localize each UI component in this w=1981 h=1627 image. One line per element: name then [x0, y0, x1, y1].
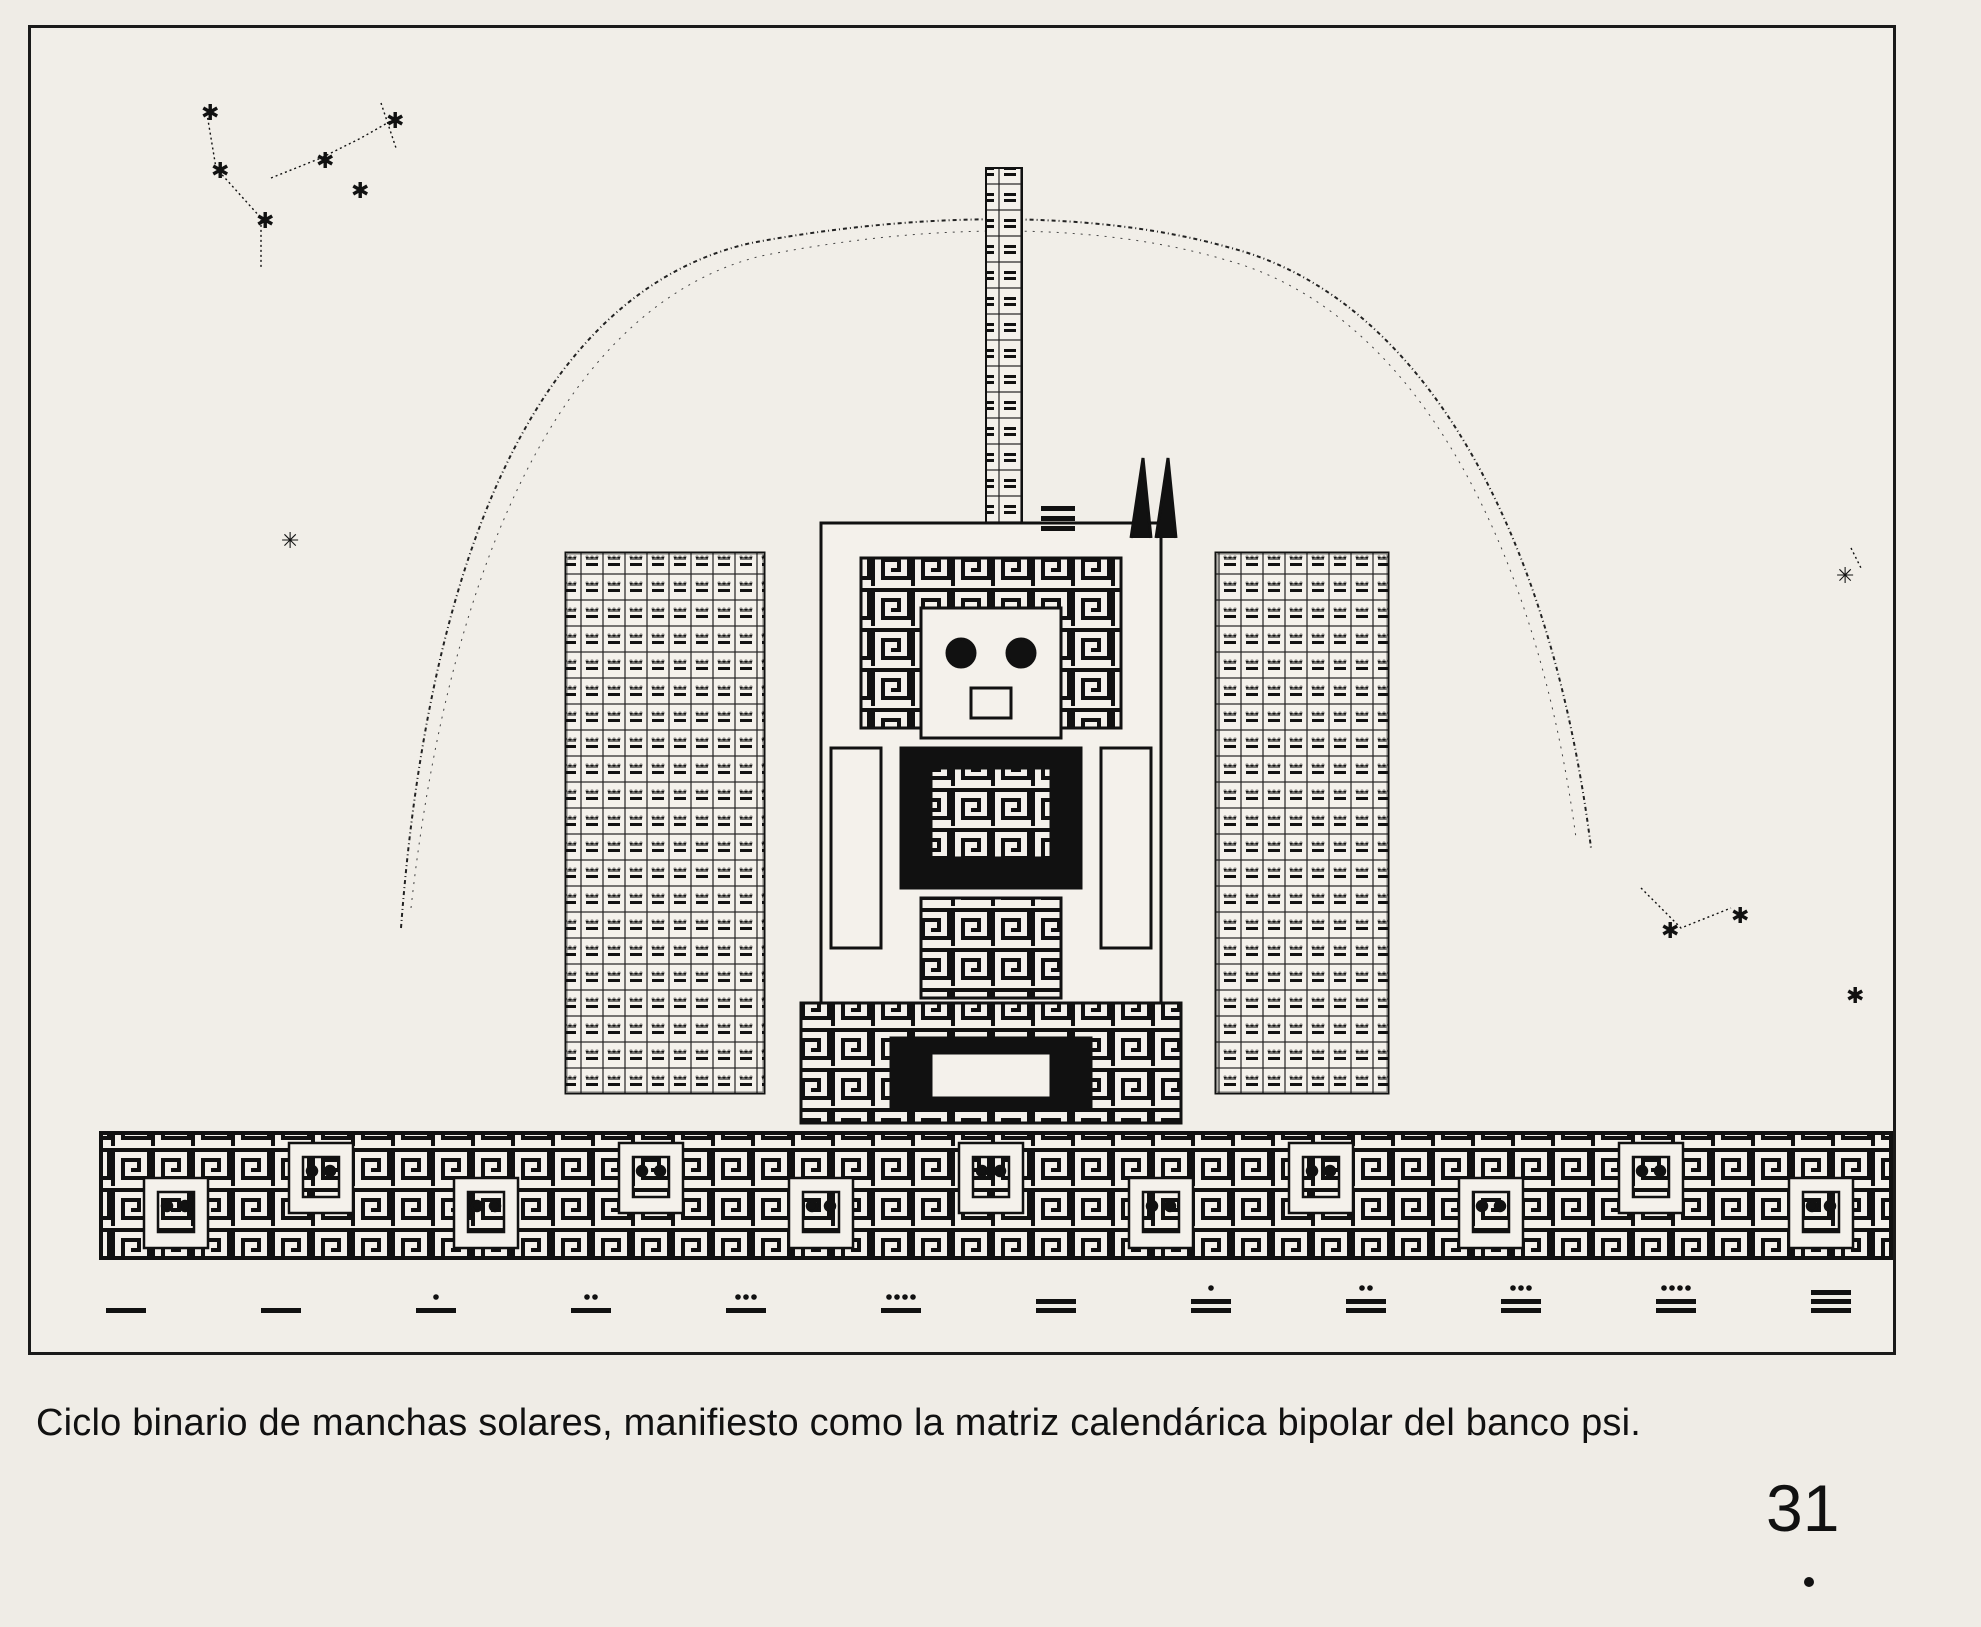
floating-numeral: [1041, 506, 1075, 531]
frieze-face: [1789, 1178, 1853, 1248]
numeral-row: [106, 1285, 1851, 1313]
maya-numeral: [416, 1294, 456, 1313]
maya-numeral: [261, 1308, 301, 1313]
central-staff: [986, 168, 1022, 558]
page-dot-mark: [1804, 1577, 1814, 1587]
maya-numeral: [881, 1294, 921, 1313]
right-calendar-column: [1216, 553, 1388, 1093]
frieze-face: [1289, 1143, 1353, 1213]
svg-text:✳: ✳: [1836, 564, 1855, 589]
svg-text:✱: ✱: [211, 159, 230, 184]
svg-text:✱: ✱: [1661, 919, 1680, 944]
frieze-face: [454, 1178, 518, 1248]
frieze-face: [1619, 1143, 1683, 1213]
frieze-face: [1459, 1178, 1523, 1248]
central-deity-figure: [821, 458, 1176, 1003]
frieze-face: [144, 1178, 208, 1248]
maya-numeral: [1191, 1285, 1231, 1313]
svg-text:✱: ✱: [351, 179, 370, 204]
maya-numeral: [726, 1294, 766, 1313]
page-number: 31: [1766, 1471, 1840, 1545]
frieze-face: [789, 1178, 853, 1248]
maya-numeral: [1346, 1285, 1386, 1313]
frieze-face: [1129, 1178, 1193, 1248]
maya-numeral: [571, 1294, 611, 1313]
frieze-face: [289, 1143, 353, 1213]
svg-text:✱: ✱: [1846, 984, 1865, 1009]
maya-numeral: [106, 1308, 146, 1313]
svg-text:✱: ✱: [1731, 904, 1750, 929]
left-calendar-column: [566, 553, 764, 1093]
gateway-illustration: [31, 28, 1896, 1355]
frieze-face: [959, 1143, 1023, 1213]
svg-text:✱: ✱: [316, 149, 335, 174]
maya-numeral: [1501, 1285, 1541, 1313]
svg-text:✱: ✱: [201, 101, 220, 126]
maya-numeral: [1656, 1285, 1696, 1313]
svg-text:✱: ✱: [386, 109, 405, 134]
stepped-pedestal: [801, 1003, 1181, 1123]
maya-numeral: [1811, 1290, 1851, 1313]
svg-text:✱: ✱: [256, 209, 275, 234]
figure-frame: [28, 25, 1896, 1355]
figure-caption: Ciclo binario de manchas solares, manifiesto como la matriz calendárica bipolar del banco psi.: [36, 1402, 1642, 1444]
svg-text:✳: ✳: [281, 529, 300, 554]
frieze-face: [619, 1143, 683, 1213]
maya-numeral: [1036, 1299, 1076, 1313]
